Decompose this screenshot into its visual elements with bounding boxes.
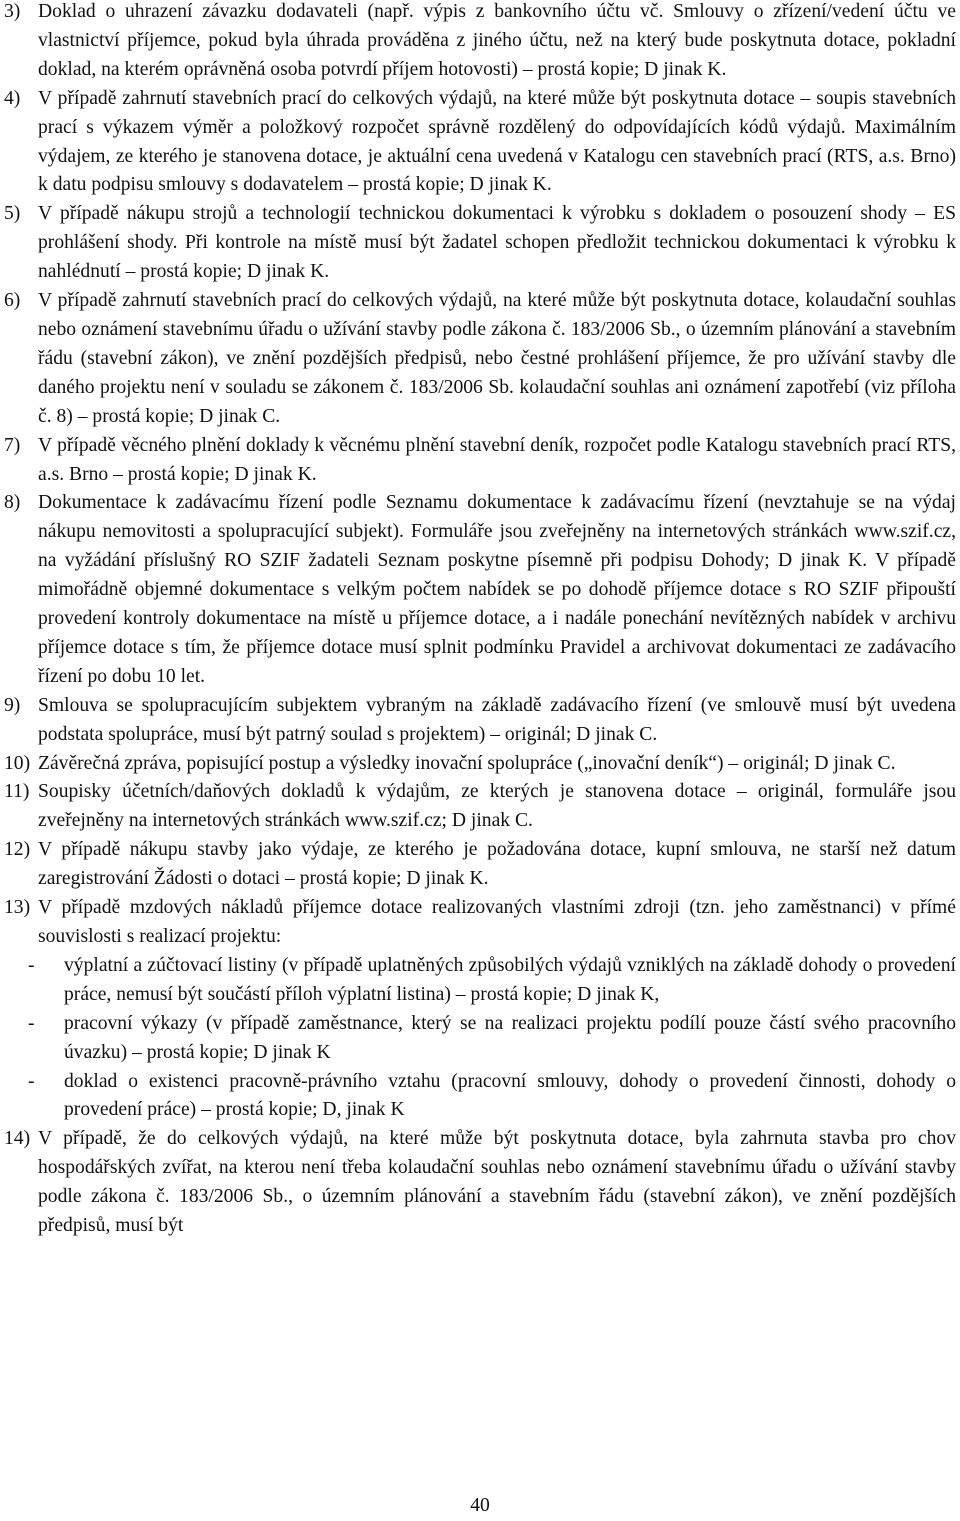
item-text: Dokumentace k zadávacímu řízení podle Seznamu dokumentace k zadávacímu řízení (nevztahuje se na výdaj nákupu nemovitosti a spolupracující subjekt). Formuláře jsou zveřejněny na internetových stránkách www.szif.cz, na vyžádání příslušný RO SZIF žadateli Seznam poskytne písemně při podpisu Dohody; D jinak K. V případě mimořádně objemné dokumentace s velkým počtem nabídek se po dohodě příjemce dotace s RO SZIF připouští provedení kontroly dokumentace na místě u příjemce dotace, a i nadále ponechání nevítězných nabídek v archivu příjemce dotace s tím, že příjemce dotace musí splnit podmínku Pravidel a archivovat dokumentaci ze zadávacího řízení po dobu 10 let.	[38, 492, 956, 687]
list-item-14	[4, 1125, 956, 1241]
item-number: 6)	[4, 290, 21, 312]
item-number: 3)	[4, 1, 21, 22]
list-item-10	[4, 750, 956, 779]
item-text: Smlouva se spolupracujícím subjektem vybraným na základě zadávacího řízení (ve smlouvě musí být uvedena podstata spolupráce, musí být patrný soulad s projektem) – originál; D jinak C.	[38, 694, 956, 745]
list-item-12	[4, 836, 956, 894]
sublist-item	[4, 1068, 956, 1126]
dash-bullet: -	[28, 954, 35, 976]
item-text: Soupisky účetních/daňových dokladů k výdajům, ze kterých je stanovena dotace – originál, formuláře jsou zveřejněny na internetových stránkách www.szif.cz; D jinak C.	[38, 781, 956, 832]
item-text: V případě nákupu stavby jako výdaje, ze kterého je požadována dotace, kupní smlouva, ne starší než datum zaregistrování Žádosti o dotaci – prostá kopie; D jinak K.	[38, 839, 956, 890]
item-number: 9)	[4, 694, 21, 716]
sublist-item	[4, 1010, 956, 1068]
item-number: 7)	[4, 434, 21, 456]
item-text: V případě zahrnutí stavebních prací do celkových výdajů, na které může být poskytnuta dotace – soupis stavebních prací s výkazem výměr a položkový rozpočet správně rozdělený do odpovídajících kódů výdajů. Maximálním výdajem, ze kterého je stanovena dotace, je aktuální cena uvedená v Katalogu cen stavebních prací (RTS, a.s. Brno) k datu podpisu smlouvy s dodavatelem – prostá kopie; D jinak K.	[38, 87, 956, 196]
item-number: 14)	[4, 1128, 31, 1150]
item-text: V případě zahrnutí stavebních prací do celkových výdajů, na které může být poskytnuta dotace, kolaudační souhlas nebo oznámení stavebnímu úřadu o užívání stavby podle zákona č. 183/2006 Sb., o územním plánování a stavebním řádu (stavební zákon), ve znění pozdějších předpisů, nebo čestné prohlášení příjemce, že pro užívání stavby dle daného projektu není v souladu se zákonem č. 183/2006 Sb. kolaudační souhlas ani oznámení zapotřebí (viz příloha č. 8) – prostá kopie; D jinak C.	[38, 290, 956, 427]
item-number: 13)	[4, 897, 31, 919]
item-text: Závěrečná zpráva, popisující postup a výsledky inovační spolupráce („inovační deník“) – originál; D jinak C.	[38, 752, 896, 774]
item-number: 5)	[4, 203, 21, 225]
document-body	[4, 0, 956, 1241]
list-item-11	[4, 778, 956, 836]
list-item-13	[4, 894, 956, 952]
list-item-9	[4, 692, 956, 750]
item-13-sublist	[4, 952, 956, 1125]
list-item-6	[4, 287, 956, 432]
item-number: 12)	[4, 839, 31, 861]
item-text: V případě mzdových nákladů příjemce dotace realizovaných vlastními zdroji (tzn. jeho zaměstnanci) v přímé souvislosti s realizací projektu:	[38, 897, 956, 947]
list-item-4	[4, 85, 956, 201]
sublist-item-text: doklad o existenci pracovně-právního vztahu (pracovní smlouvy, dohody o provedení činnosti, dohody o provedení práce) – prostá kopie; D, jinak K	[64, 1070, 956, 1121]
list-item-8	[4, 489, 956, 691]
item-number: 10)	[4, 752, 31, 774]
list-item-7	[4, 432, 956, 490]
item-text: Doklad o uhrazení závazku dodavateli (např. výpis z bankovního účtu vč. Smlouvy o zřízení/vedení účtu ve vlastnictví příjemce, pokud byla úhrada prováděna z jiného účtu, než na který bude poskytnuta dotace, pokladní doklad, na kterém oprávněná osoba potvrdí příjem hotovosti) – prostá kopie; D jinak K.	[38, 1, 956, 80]
item-number: 11)	[4, 781, 30, 803]
list-item-5	[4, 200, 956, 287]
item-text: V případě věcného plnění doklady k věcnému plnění stavební deník, rozpočet podle Katalogu stavebních prací RTS, a.s. Brno – prostá kopie; D jinak K.	[38, 434, 956, 485]
page-number: 40	[470, 1495, 490, 1516]
dash-bullet: -	[28, 1070, 35, 1092]
item-number: 8)	[4, 492, 21, 514]
sublist-item-text: pracovní výkazy (v případě zaměstnance, který se na realizaci projektu podílí pouze částí svého pracovního úvazku) – prostá kopie; D jinak K	[64, 1012, 956, 1063]
sublist-item	[4, 952, 956, 1010]
item-text: V případě, že do celkových výdajů, na které může být poskytnuta dotace, byla zahrnuta stavba pro chov hospodářských zvířat, na kterou není třeba kolaudační souhlas nebo oznámení stavebnímu úřadu o užívání stavby podle zákona č. 183/2006 Sb., o územním plánování a stavebním řádu (stavební zákon), ve znění pozdějších předpisů, musí být	[38, 1128, 956, 1237]
list-item-3	[4, 0, 956, 85]
dash-bullet: -	[28, 1012, 35, 1034]
item-number: 4)	[4, 87, 21, 109]
item-text: V případě nákupu strojů a technologií technickou dokumentaci k výrobku s dokladem o posouzení shody – ES prohlášení shody. Při kontrole na místě musí být žadatel schopen předložit technickou dokumentaci k výrobku k nahlédnutí – prostá kopie; D jinak K.	[38, 203, 956, 283]
sublist-item-text: výplatní a zúčtovací listiny (v případě uplatněných způsobilých výdajů vzniklých na základě dohody o provedení práce, nemusí být součástí příloh výplatní listina) – prostá kopie; D jinak K,	[64, 954, 956, 1005]
